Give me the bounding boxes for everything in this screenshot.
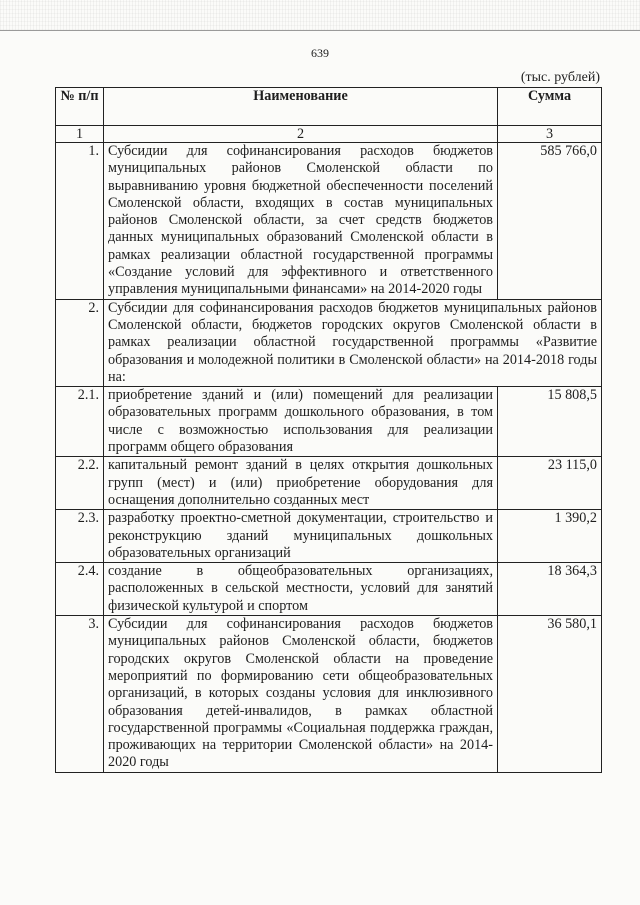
header-name: Наименование	[104, 88, 498, 126]
scan-noise-band	[0, 0, 640, 30]
table-row	[56, 299, 602, 386]
column-index: 1	[56, 126, 104, 143]
row-name: приобретение зданий и (или) помещений для реализации образовательных программ дошкольного образования, в том числе с возможностью использования для реализации программ общего образования	[104, 387, 498, 457]
page-number: 639	[311, 46, 329, 60]
row-num: 2.2.	[56, 457, 104, 510]
row-name: капитальный ремонт зданий в целях открытия дошкольных групп (мест) и (или) приобретение оборудования для оснащения дополнительно созданных мест	[104, 457, 498, 510]
subsidies-table	[55, 87, 602, 773]
row-num: 2.	[56, 299, 104, 386]
row-name: Субсидии для софинансирования расходов бюджетов муниципальных районов Смоленской области, бюджетов городских округов Смоленской области в рамках реализации областной государственной программы «Развитие образования и молодежной политики в Смоленской области» на 2014-2018 годы на:	[104, 299, 602, 386]
row-name: разработку проектно-сметной документации, строительство и реконструкцию зданий муниципальных дошкольных образовательных организаций	[104, 510, 498, 563]
table-row	[56, 457, 602, 510]
row-sum: 18 364,3	[498, 563, 602, 616]
unit-label: (тыс. рублей)	[520, 70, 600, 85]
top-rule	[0, 30, 640, 31]
column-index: 3	[498, 126, 602, 143]
row-num: 3.	[56, 616, 104, 773]
table-row	[56, 387, 602, 457]
row-sum: 23 115,0	[498, 457, 602, 510]
table-row	[56, 563, 602, 616]
row-num: 2.1.	[56, 387, 104, 457]
row-num: 1.	[56, 143, 104, 300]
table-row	[56, 616, 602, 773]
row-num: 2.4.	[56, 563, 104, 616]
header-num: № п/п	[56, 88, 104, 126]
table-row	[56, 510, 602, 563]
row-name: Субсидии для софинансирования расходов бюджетов муниципальных районов Смоленской области по выравниванию уровня бюджетной обеспеченности поселений Смоленской области, входящих в состав муниципальных районов Смоленской области, за счет средств бюджетов данных муниципальных образований Смоленской области в рамках реализации областной государственной программы «Создание условий для эффективного и ответственного управления муниципальными финансами» на 2014-2020 годы	[104, 143, 498, 300]
header-sum: Сумма	[498, 88, 602, 126]
column-index-row	[56, 126, 602, 143]
row-sum: 15 808,5	[498, 387, 602, 457]
row-sum: 585 766,0	[498, 143, 602, 300]
row-name: Субсидии для софинансирования расходов бюджетов муниципальных районов Смоленской области, бюджетов городских округов Смоленской области на проведение мероприятий по формированию сети общеобразовательных организаций, в которых созданы условия для инклюзивного образования детей-инвалидов, в рамках областной государственной программы «Социальная поддержка граждан, проживающих на территории Смоленской области» на 2014-2020 годы	[104, 616, 498, 773]
row-name: создание в общеобразовательных организациях, расположенных в сельской местности, условий для занятий физической культурой и спортом	[104, 563, 498, 616]
table-row	[56, 143, 602, 300]
row-sum: 1 390,2	[498, 510, 602, 563]
row-sum: 36 580,1	[498, 616, 602, 773]
row-num: 2.3.	[56, 510, 104, 563]
column-index: 2	[104, 126, 498, 143]
table-header-row	[56, 88, 602, 126]
